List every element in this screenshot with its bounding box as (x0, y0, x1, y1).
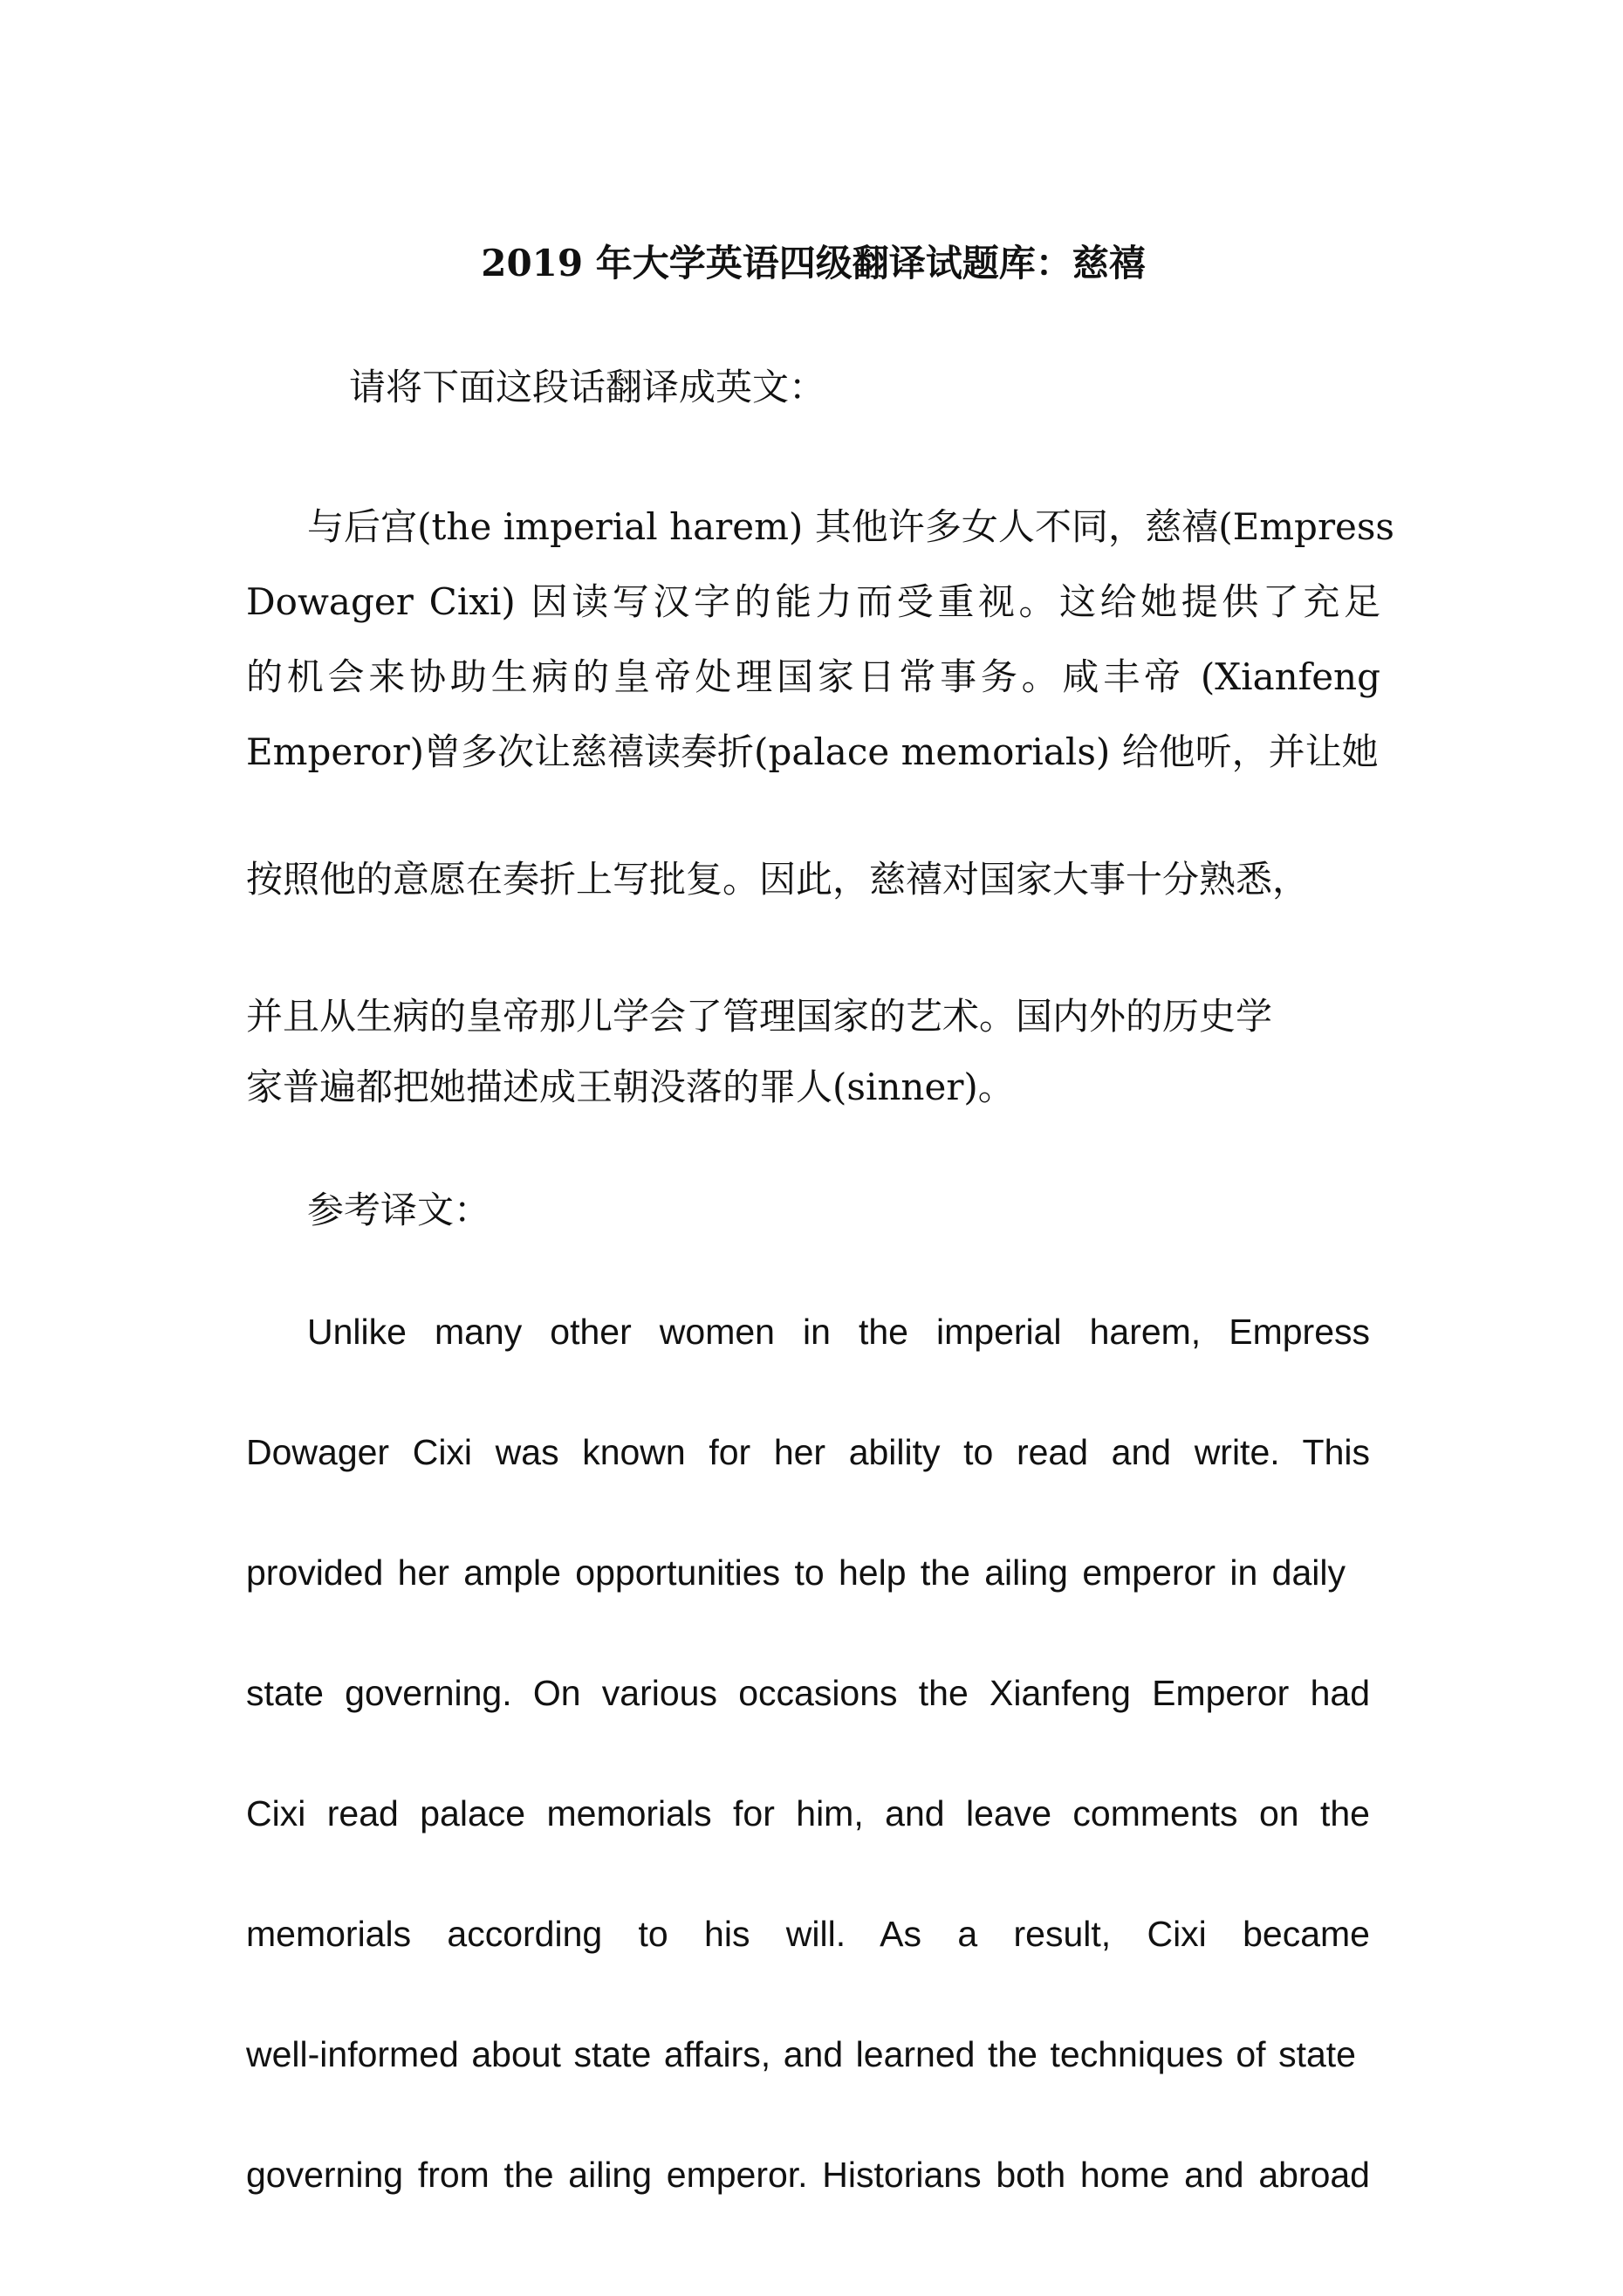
translation-line: Cixi read palace memorials for him, and leave comments on the (246, 1793, 1370, 1833)
source-line: Dowager Cixi) 因读写汉字的能力而受重视。这给她提供了充足 (246, 580, 1380, 623)
translation-line: Dowager Cixi was known for her ability to read and write. This (246, 1432, 1370, 1472)
document-title: 2019 年大学英语四级翻译试题库：慈禧 (481, 242, 1146, 284)
translation-line: well-informed about state affairs, and learned the techniques of state (246, 2034, 1356, 2074)
source-line: 的机会来协助生病的皇帝处理国家日常事务。咸丰帝 (Xianfeng (246, 655, 1380, 698)
translation-line: governing from the ailing emperor. Historians both home and abroad (246, 2155, 1370, 2195)
translation-line: Unlike many other women in the imperial harem, Empress (307, 1312, 1370, 1352)
translation-line: state governing. On various occasions the Xianfeng Emperor had (246, 1673, 1370, 1713)
translation-line: memorials according to his will. As a result, Cixi became (246, 1914, 1370, 1954)
instruction-text: 请将下面这段话翻译成英文： (349, 366, 826, 408)
source-line: Emperor)曾多次让慈禧读奏折(palace memorials) 给他听，并让她 (246, 730, 1379, 773)
source-line: 按照他的意愿在奏折上写批复。因此，慈禧对国家大事十分熟悉， (246, 858, 1310, 901)
reference-heading: 参考译文： (307, 1189, 491, 1231)
translation-line: provided her ample opportunities to help the ailing emperor in daily (246, 1552, 1346, 1593)
source-line: 家普遍都把她描述成王朝没落的罪人(sinner)。 (246, 1066, 1015, 1108)
source-line: 并且从生病的皇帝那儿学会了管理国家的艺术。国内外的历史学 (246, 995, 1273, 1038)
source-line: 与后宫(the imperial harem) 其他许多女人不同，慈禧(Empress (307, 505, 1394, 548)
